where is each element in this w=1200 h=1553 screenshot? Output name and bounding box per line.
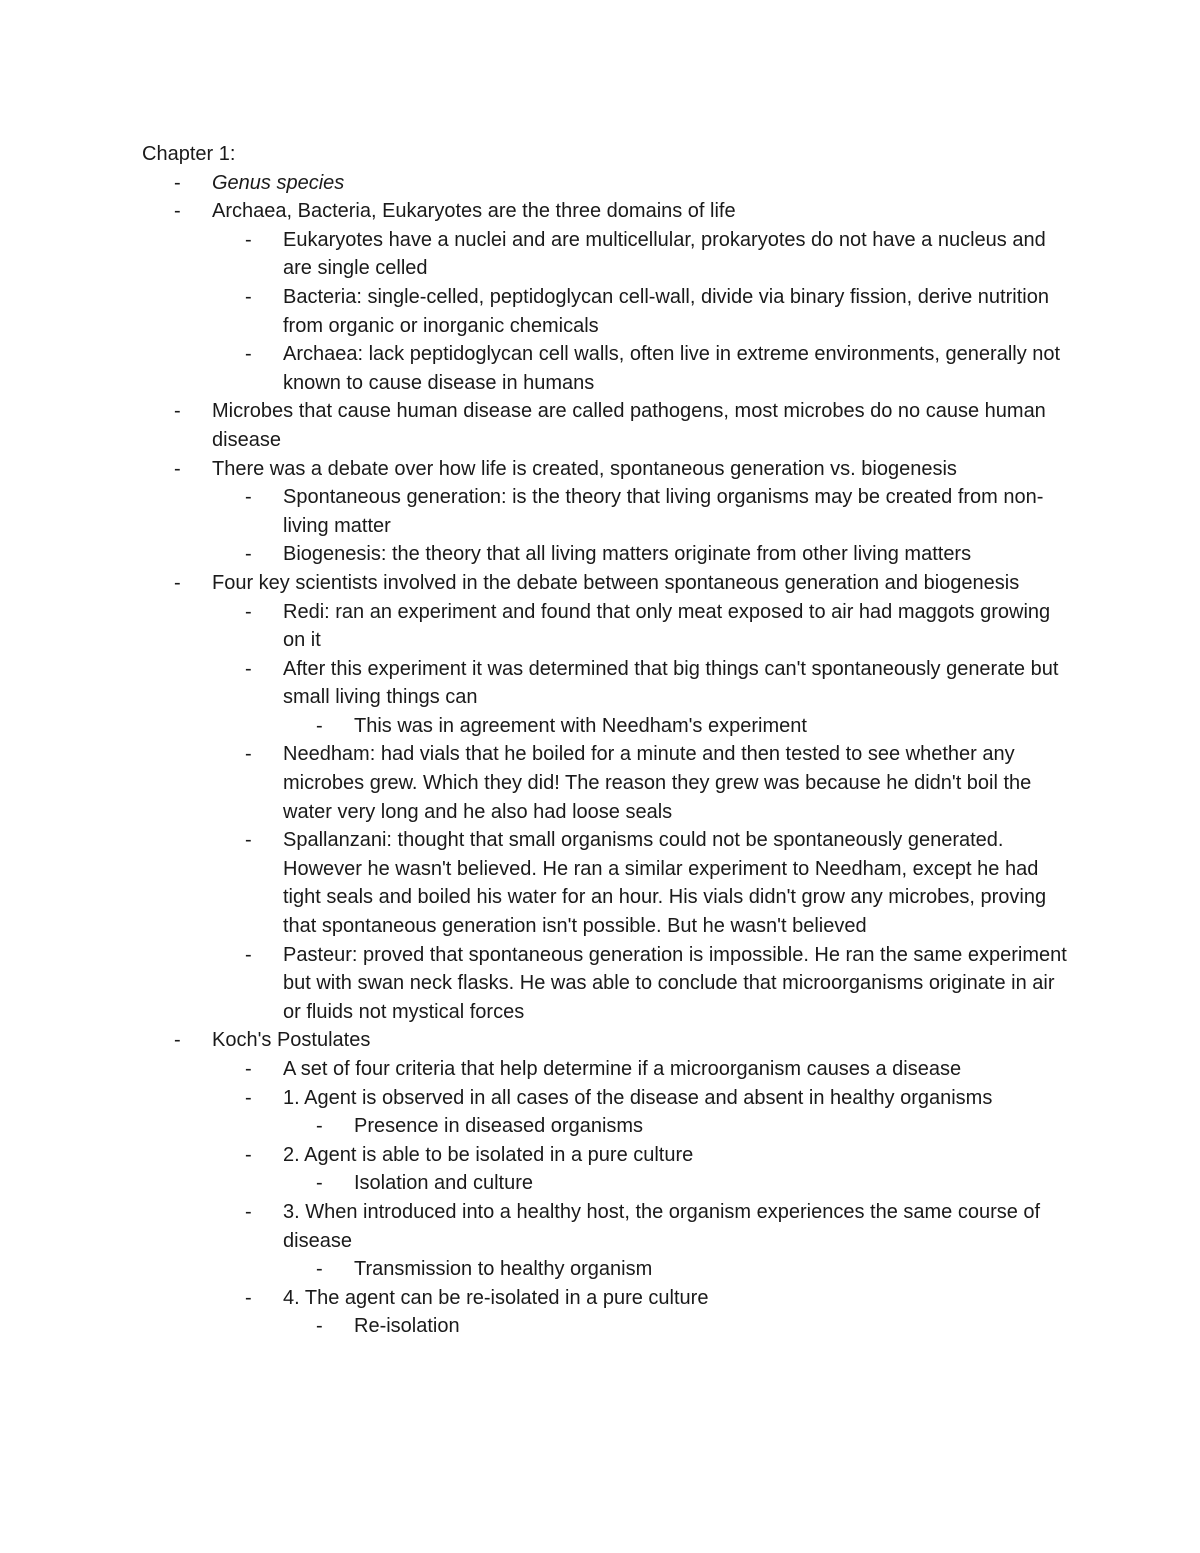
list-item-text: Biogenesis: the theory that all living matters originate from other living matters (283, 543, 972, 566)
list-item-text: After this experiment it was determined that big things can't spontaneously generate but small living things can (283, 657, 1059, 709)
list-item (0, 397, 1200, 454)
list-item (0, 1026, 1200, 1055)
list-item-text: Isolation and culture (354, 1172, 534, 1195)
list-item (0, 1255, 1200, 1284)
list-item (0, 197, 1200, 226)
list-item (0, 941, 1200, 1027)
list-item (0, 455, 1200, 484)
bullet-dash: - (316, 714, 323, 737)
bullet-dash: - (316, 1258, 323, 1281)
list-item (0, 1169, 1200, 1198)
list-item-text: Archaea: lack peptidoglycan cell walls, often live in extreme environments, generally not known to cause disease in humans (283, 343, 1061, 394)
notes-list (0, 169, 1200, 1341)
bullet-dash: - (245, 1200, 252, 1223)
list-item-text: This was in agreement with Needham's experiment (354, 714, 807, 737)
list-item-text: A set of four criteria that help determine if a microorganism causes a disease (283, 1058, 962, 1080)
bullet-dash: - (245, 829, 252, 852)
list-item (0, 1084, 1200, 1113)
bullet-dash: - (245, 543, 252, 566)
bullet-dash: - (245, 600, 252, 623)
list-item (0, 226, 1200, 283)
list-item-text: Transmission to healthy organism (354, 1258, 653, 1281)
list-item-text: Redi: ran an experiment and found that only meat exposed to air had maggots growing on it (283, 600, 1051, 652)
list-item-text: Pasteur: proved that spontaneous generation is impossible. He ran the same experiment but with swan neck flasks. He was able to conclude that microorganisms originate in air or fluids not mystical forces (283, 943, 1067, 1023)
list-item-text: Four key scientists involved in the debate between spontaneous generation and biogenesis (212, 571, 1020, 594)
list-item (0, 569, 1200, 598)
list-item-text: Spallanzani: thought that small organisms could not be spontaneously generated. However he wasn't believed. He ran a similar experiment to Needham, except he had tight seals and boiled his water for an hour. His vials didn't grow any microbes, proving that spontaneous generation isn't possible. But he wasn't believed (283, 829, 1047, 938)
list-item-text: Microbes that cause human disease are called pathogens, most microbes do no cause human disease (212, 400, 1046, 451)
list-item (0, 1284, 1200, 1313)
bullet-dash: - (174, 171, 181, 194)
bullet-dash: - (316, 1172, 323, 1195)
list-item (0, 340, 1200, 397)
list-item-text: Needham: had vials that he boiled for a minute and then tested to see whether any microbes grew. Which they did! The reason they grew was because he didn't boil the water very long and he also had loose seals (283, 743, 1032, 823)
bullet-dash: - (245, 343, 252, 366)
list-item (0, 826, 1200, 940)
bullet-dash: - (245, 657, 252, 680)
list-item-text: 4. The agent can be re-isolated in a pure culture (283, 1286, 709, 1309)
list-item (0, 1112, 1200, 1141)
bullet-dash: - (174, 1029, 181, 1052)
list-item-text: Eukaryotes have a nuclei and are multicellular, prokaryotes do not have a nucleus and are single celled (283, 228, 1046, 280)
bullet-dash: - (245, 1086, 252, 1109)
list-item-text: Archaea, Bacteria, Eukaryotes are the three domains of life (212, 200, 736, 223)
bullet-dash: - (245, 285, 252, 308)
bullet-dash: - (316, 1115, 323, 1138)
bullet-dash: - (245, 228, 252, 251)
bullet-dash: - (245, 1286, 252, 1309)
bullet-dash: - (174, 400, 181, 423)
list-item-text: Presence in diseased organisms (354, 1115, 644, 1138)
list-item-text: Koch's Postulates (212, 1029, 371, 1052)
list-item (0, 540, 1200, 569)
list-item (0, 598, 1200, 655)
bullet-dash: - (174, 200, 181, 223)
list-item (0, 1055, 1200, 1084)
bullet-dash: - (245, 486, 252, 509)
list-item-text: There was a debate over how life is created, spontaneous generation vs. biogenesis (212, 457, 957, 480)
bullet-dash: - (316, 1315, 323, 1338)
bullet-dash: - (245, 1143, 252, 1166)
list-item (0, 169, 1200, 198)
list-item-text: 2. Agent is able to be isolated in a pure culture (283, 1143, 694, 1166)
list-item (0, 655, 1200, 712)
bullet-dash: - (174, 457, 181, 480)
list-item (0, 1198, 1200, 1255)
list-item (0, 1312, 1200, 1341)
bullet-dash: - (174, 571, 181, 594)
list-item (0, 483, 1200, 540)
list-item (0, 740, 1200, 826)
list-item-text: 1. Agent is observed in all cases of the disease and absent in healthy organisms (283, 1086, 993, 1109)
list-item (0, 712, 1200, 741)
list-item-text: Genus species (212, 171, 345, 194)
list-item-text: Spontaneous generation: is the theory that living organisms may be created from non-living matter (283, 486, 1044, 537)
list-item (0, 1141, 1200, 1170)
list-item (0, 283, 1200, 340)
chapter-heading: Chapter 1: (142, 143, 236, 165)
list-item-text: Bacteria: single-celled, peptidoglycan cell-wall, divide via binary fission, derive nutrition from organic or inorganic chemicals (283, 285, 1049, 337)
list-item-text: 3. When introduced into a healthy host, the organism experiences the same course of disease (283, 1200, 1041, 1252)
bullet-dash: - (245, 1058, 252, 1080)
bullet-dash: - (245, 743, 252, 766)
bullet-dash: - (245, 943, 252, 966)
list-item-text: Re-isolation (354, 1315, 460, 1338)
